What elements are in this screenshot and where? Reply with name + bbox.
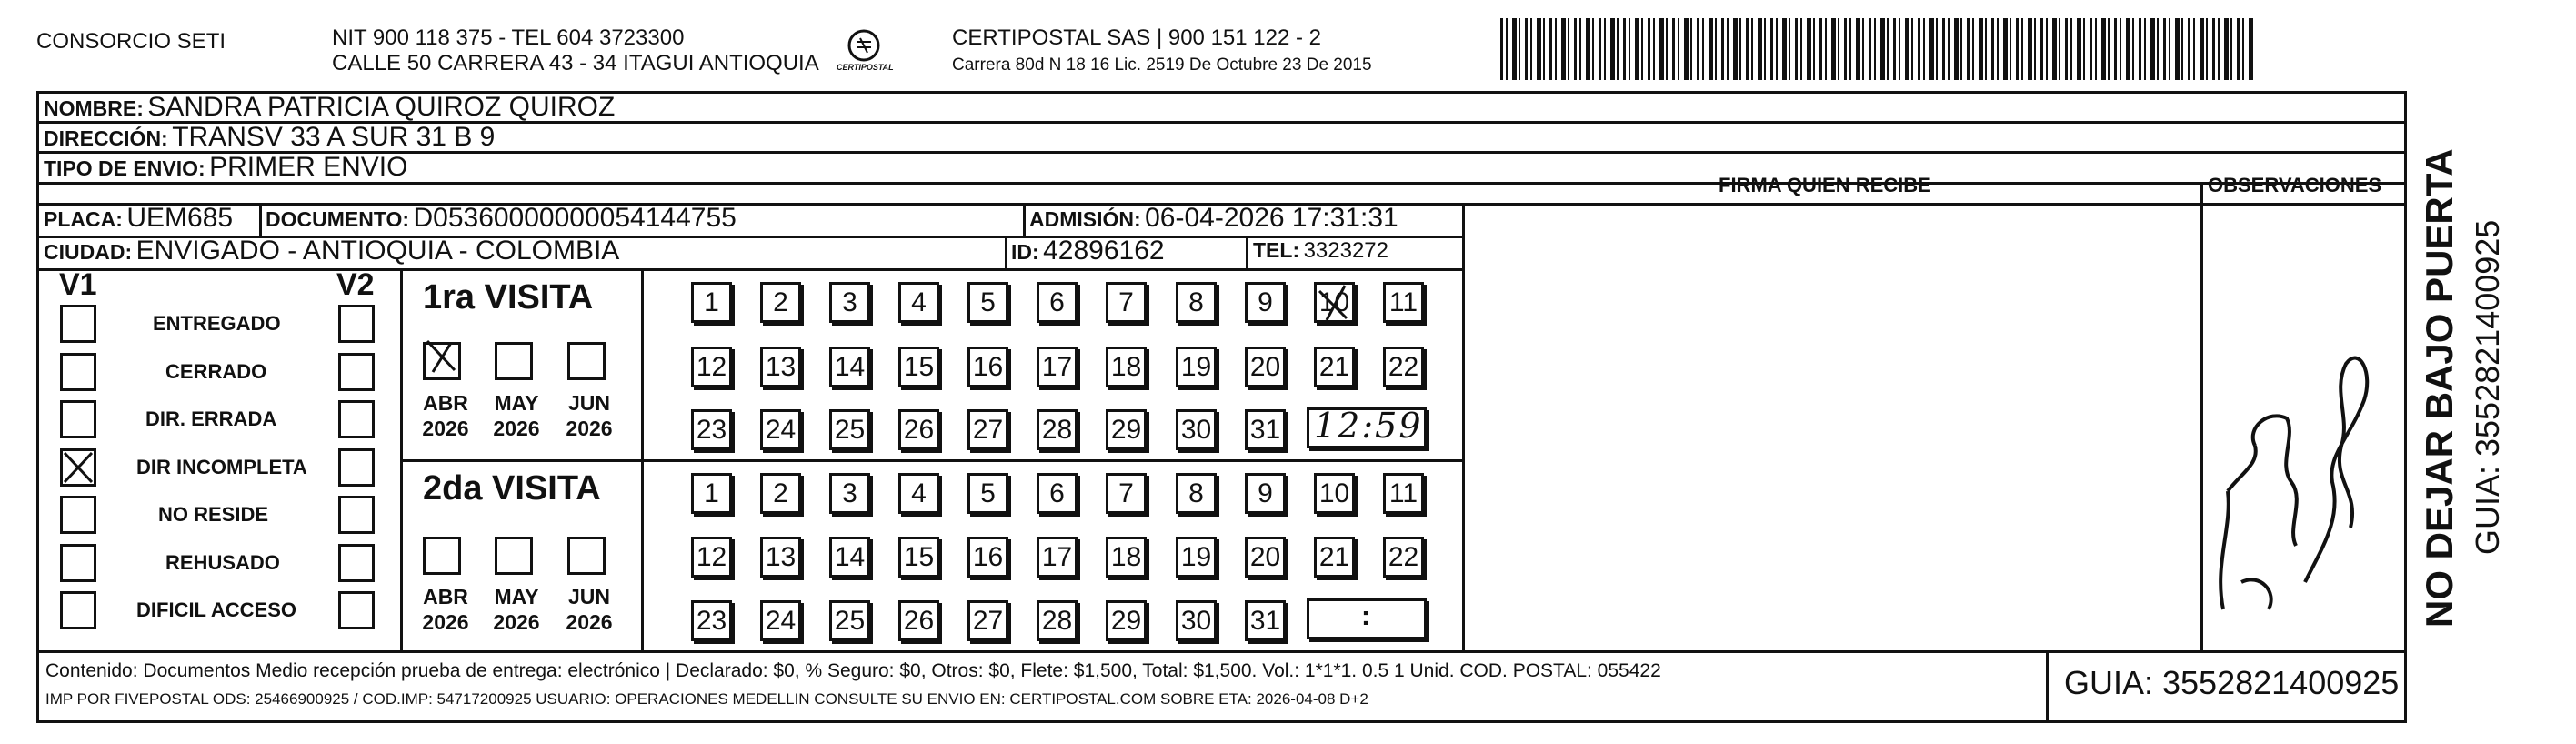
first-visit-day-box[interactable]: 21 [1314,347,1355,387]
second-visit-day-box[interactable]: 17 [1037,537,1078,578]
second-visit-day-box[interactable]: 11 [1383,473,1424,514]
x-mark-icon [63,451,94,484]
second-visit-day-box[interactable]: 29 [1106,600,1147,641]
status-no-reside: NO RESIDE [158,503,269,526]
second-visit-day-box[interactable]: 20 [1245,537,1286,578]
main-frame [36,91,2407,723]
second-visit-day-box[interactable]: 4 [898,473,939,514]
first-month-may-checkbox[interactable] [495,342,533,380]
status-entregado: ENTREGADO [153,312,281,335]
tipo-label: TIPO DE ENVIO: [44,156,205,180]
second-month-abr-checkbox[interactable] [423,537,461,575]
v2-label: V2 [336,267,375,302]
first-month-may: MAY 2026 [493,391,540,440]
second-visit-day-box[interactable]: 31 [1245,600,1286,641]
first-visit-day-box[interactable]: 8 [1176,282,1217,323]
first-visit-day-box[interactable]: 18 [1106,347,1147,387]
second-visit-day-box[interactable]: 28 [1037,600,1078,641]
nombre-label: NOMBRE: [44,96,144,120]
first-visit-day-box[interactable]: 14 [829,347,870,387]
v2-checkbox-dificil-acceso[interactable] [338,591,375,629]
first-visit-day-box[interactable]: 3 [829,282,870,323]
first-visit-day-box[interactable]: 25 [829,409,870,450]
second-visit-day-box[interactable]: 14 [829,537,870,578]
tel-cell [1253,240,1388,262]
v1-checkbox-cerrado[interactable] [60,353,96,391]
v1-checkbox-dir-incompleta[interactable] [60,448,96,487]
second-month-may: MAY 2026 [493,585,540,634]
x-mark-icon [1314,282,1355,323]
first-visit-day-box[interactable]: 26 [898,409,939,450]
second-visit-day-box[interactable]: 18 [1106,537,1147,578]
second-visit-day-box[interactable]: 8 [1176,473,1217,514]
tipo-row [44,154,407,181]
id-label: ID: [1011,240,1039,264]
company-name: CONSORCIO SETI [36,29,226,54]
second-visit-day-box[interactable]: 2 [760,473,801,514]
v2-checkbox-dir-incompleta[interactable] [338,448,375,487]
first-visit-day-box[interactable]: 5 [967,282,1008,323]
first-visit-day-box[interactable]: 31 [1245,409,1286,450]
second-visit-day-box[interactable]: 13 [760,537,801,578]
second-visit-day-box[interactable]: 12 [691,537,732,578]
second-visit-title: 2da VISITA [423,469,601,508]
nombre-value: SANDRA PATRICIA QUIROZ QUIROZ [147,92,616,122]
observaciones-header: OBSERVACIONES [2208,174,2382,196]
first-visit-time: 12:59 [1314,406,1423,446]
admision-value: 06-04-2026 17:31:31 [1145,203,1398,233]
second-month-abr: ABR 2026 [422,585,469,634]
second-visit-day-box[interactable]: 21 [1314,537,1355,578]
signature-icon [2205,309,2387,637]
first-visit-day-box[interactable]: 4 [898,282,939,323]
first-visit-day-box[interactable]: 15 [898,347,939,387]
tipo-value: PRIMER ENVIO [209,152,408,182]
nit-line: NIT 900 118 375 - TEL 604 3723300 [332,25,685,50]
direccion-value: TRANSV 33 A SUR 31 B 9 [172,122,496,152]
license-line: Carrera 80d N 18 16 Lic. 2519 De Octubre 23 De 2015 [952,55,1372,75]
status-dir-incompleta: DIR INCOMPLETA [136,456,307,478]
second-visit-day-box[interactable]: 7 [1106,473,1147,514]
day-label: 10 [1318,287,1350,317]
v2-checkbox-rehusado[interactable] [338,544,375,582]
v1-checkbox-rehusado[interactable] [60,544,96,582]
second-visit-day-box[interactable]: 16 [967,537,1008,578]
second-month-jun: JUN 2026 [566,585,613,634]
second-visit-day-box[interactable]: 24 [760,600,801,641]
first-visit-day-box[interactable]: 13 [760,347,801,387]
first-visit-day-box[interactable]: 7 [1106,282,1147,323]
second-visit-day-box[interactable]: 26 [898,600,939,641]
first-visit-title: 1ra VISITA [423,278,594,317]
first-visit-day-box[interactable]: 19 [1176,347,1217,387]
carrier-line: CERTIPOSTAL SAS | 900 151 122 - 2 [952,25,1321,50]
id-value: 42896162 [1043,236,1165,266]
footer-imp: IMP POR FIVEPOSTAL ODS: 25466900925 / COD.IMP: 54717200925 USUARIO: OPERACIONES MEDELLIN CONSULTE SU ENVIO EN: CERTIPOSTAL.COM SOBRE ETA: 2026-04-08 D+2 [45,690,1368,708]
second-visit-day-box[interactable]: 15 [898,537,939,578]
v2-checkbox-no-reside[interactable] [338,496,375,534]
v2-checkbox-entregado[interactable] [338,305,375,343]
first-month-abr: ABR 2026 [422,391,469,440]
first-visit-day-box[interactable]: 17 [1037,347,1078,387]
second-visit-day-box[interactable]: 23 [691,600,732,641]
documento-value: D05360000000054144755 [413,203,737,233]
v1-checkbox-dir-errada[interactable] [60,400,96,438]
first-month-jun: JUN 2026 [566,391,613,440]
first-month-jun-checkbox[interactable] [567,342,606,380]
x-mark-icon [424,337,460,374]
v2-checkbox-dir-errada[interactable] [338,400,375,438]
first-visit-day-box[interactable]: 23 [691,409,732,450]
barcode [1500,18,2255,80]
documento-label: DOCUMENTO: [266,207,410,231]
second-visit-day-box[interactable]: 25 [829,600,870,641]
second-visit-day-box[interactable]: 9 [1245,473,1286,514]
admision-label: ADMISIÓN: [1029,207,1141,231]
status-dir-errada: DIR. ERRADA [145,407,277,430]
ciudad-value: ENVIGADO - ANTIOQUIA - COLOMBIA [135,236,620,266]
first-visit-day-box[interactable]: 6 [1037,282,1078,323]
first-visit-day-box[interactable] [1314,282,1355,323]
second-visit-day-box[interactable]: 1 [691,473,732,514]
v1-label: V1 [59,267,97,302]
second-visit-time: : [1361,601,1370,631]
status-dificil-acceso: DIFICIL ACCESO [136,598,297,621]
first-visit-day-box[interactable]: 27 [967,409,1008,450]
first-visit-day-box[interactable]: 20 [1245,347,1286,387]
first-visit-day-box[interactable]: 1 [691,282,732,323]
side-guia: GUIA: 3552821400925 [2469,219,2506,555]
v1-checkbox-entregado[interactable] [60,305,96,343]
id-cell [1011,237,1165,265]
placa-label: PLACA: [44,207,123,231]
v2-checkbox-cerrado[interactable] [338,353,375,391]
certipostal-logo-icon [837,25,894,80]
footer-guia: GUIA: 3552821400925 [2064,664,2400,701]
second-month-jun-checkbox[interactable] [567,537,606,575]
second-visit-day-box[interactable]: 6 [1037,473,1078,514]
status-rehusado: REHUSADO [165,551,280,574]
second-visit-day-box[interactable]: 19 [1176,537,1217,578]
second-visit-day-box[interactable]: 3 [829,473,870,514]
nombre-row [44,94,615,121]
v1-checkbox-no-reside[interactable] [60,496,96,534]
tel-label: TEL: [1253,238,1300,262]
firma-header: FIRMA QUIEN RECIBE [1719,174,1931,196]
tel-value: 3323272 [1303,238,1388,263]
first-visit-day-box[interactable]: 24 [760,409,801,450]
second-visit-day-box[interactable]: 27 [967,600,1008,641]
second-visit-day-box[interactable]: 10 [1314,473,1355,514]
ciudad-label: CIUDAD: [44,240,133,264]
placa-value: UEM685 [126,203,234,233]
first-visit-day-box[interactable]: 30 [1176,409,1217,450]
second-month-may-checkbox[interactable] [495,537,533,575]
footer-contenido: Contenido: Documentos Medio recepción prueba de entrega: electrónico | Declarado: $0, % Seguro: $0, Otros: $0, Flete: $1,500, Total: $1,500. Vol.: 1*1*1. 0.5 1 Unid. COD. POSTAL: 055422 [45,660,1661,681]
side-no-dejar: NO DEJAR BAJO PUERTA [2418,148,2461,628]
first-visit-day-box[interactable]: 2 [760,282,801,323]
first-visit-day-box[interactable]: 28 [1037,409,1078,450]
ciudad-cell [44,237,619,265]
placa-cell [44,205,233,232]
first-visit-day-box[interactable]: 22 [1383,347,1424,387]
v1-checkbox-dificil-acceso[interactable] [60,591,96,629]
first-visit-day-box[interactable]: 12 [691,347,732,387]
address-line: CALLE 50 CARRERA 43 - 34 ITAGUI ANTIOQUIA [332,51,819,75]
logo-text: CERTIPOSTAL [837,63,894,72]
first-visit-day-box[interactable]: 16 [967,347,1008,387]
first-month-abr-checkbox[interactable] [423,342,461,380]
documento-cell [266,205,737,232]
direccion-label: DIRECCIÓN: [44,126,168,150]
admision-cell [1029,205,1398,232]
status-cerrado: CERRADO [165,360,267,383]
second-visit-day-box[interactable]: 22 [1383,537,1424,578]
first-visit-day-box[interactable]: 9 [1245,282,1286,323]
first-visit-day-box[interactable]: 11 [1383,282,1424,323]
second-visit-day-box[interactable]: 30 [1176,600,1217,641]
direccion-row [44,124,495,151]
second-visit-day-box[interactable]: 5 [967,473,1008,514]
first-visit-day-box[interactable]: 29 [1106,409,1147,450]
